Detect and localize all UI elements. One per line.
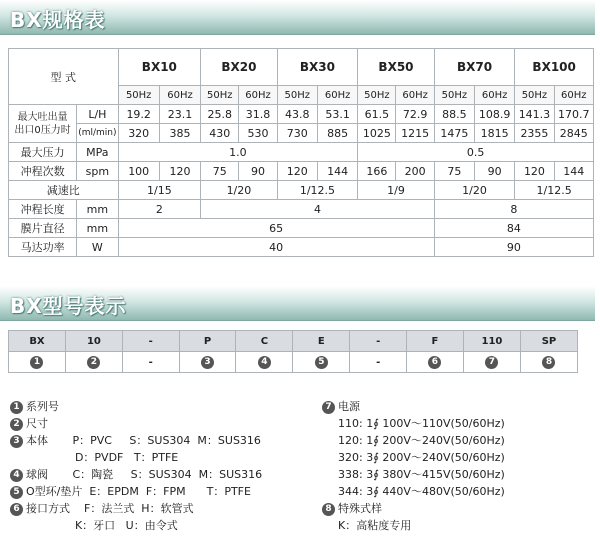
hz-label: 60Hz xyxy=(396,86,434,105)
flow-ml-cell: 730 xyxy=(277,124,317,143)
motor-label: 马达功率 xyxy=(9,238,77,257)
flow-lh-cell: 25.8 xyxy=(201,105,239,124)
code-marker xyxy=(463,352,520,373)
code-part: C xyxy=(236,331,293,352)
legend-item xyxy=(322,517,505,534)
hz-label: 50Hz xyxy=(118,86,159,105)
stroke-cell: 144 xyxy=(317,162,357,181)
code-part: - xyxy=(350,331,407,352)
spec-table xyxy=(8,48,594,257)
stroke-cell: 120 xyxy=(515,162,554,181)
legend-item xyxy=(10,432,262,449)
number-badge: 3 xyxy=(201,356,214,369)
diaphragm-label: 膜片直径 xyxy=(9,219,77,238)
flow-ml-cell: 1475 xyxy=(434,124,474,143)
hz-label: 60Hz xyxy=(317,86,357,105)
model-code-section-banner xyxy=(0,286,595,321)
code-marker-dash: - xyxy=(122,352,179,373)
legend-text: 110: 1∮ 100V～110V(50/60Hz) xyxy=(338,417,505,430)
diaphragm-unit: mm xyxy=(77,219,118,238)
flow-lh-cell: 61.5 xyxy=(358,105,396,124)
code-part: E xyxy=(293,331,350,352)
legend-item xyxy=(10,449,262,466)
legend-left xyxy=(10,398,262,534)
legend-text: O型环/垫片 E：EPDM F：FPM T：PTFE xyxy=(26,485,251,498)
pressure-label: 最大压力 xyxy=(9,143,77,162)
code-part: 10 xyxy=(65,331,122,352)
legend-item xyxy=(10,517,262,534)
flow-ml-cell: 530 xyxy=(239,124,277,143)
flow-label xyxy=(9,105,77,143)
code-marker xyxy=(236,352,293,373)
legend-item xyxy=(10,483,262,500)
code-part: - xyxy=(122,331,179,352)
stroke-cell: 100 xyxy=(118,162,159,181)
legend-text: 电源 xyxy=(338,400,360,413)
flow-unit-lh: L/H xyxy=(77,105,118,124)
length-cell: 8 xyxy=(434,200,593,219)
number-badge: 6 xyxy=(428,356,441,369)
flow-ml-cell: 1025 xyxy=(358,124,396,143)
diaphragm-cell: 65 xyxy=(118,219,434,238)
legend-text: 120: 1∮ 200V～240V(50/60Hz) xyxy=(338,434,505,447)
number-badge: 1 xyxy=(10,401,23,414)
legend-item xyxy=(322,449,505,466)
motor-unit: W xyxy=(77,238,118,257)
stroke-unit: spm xyxy=(77,162,118,181)
model-name: BX70 xyxy=(434,49,515,86)
spec-section-banner xyxy=(0,0,595,35)
stroke-cell: 75 xyxy=(434,162,474,181)
flow-ml-cell: 885 xyxy=(317,124,357,143)
model-name: BX30 xyxy=(277,49,358,86)
legend-item xyxy=(322,500,505,517)
code-marker xyxy=(520,352,577,373)
flow-ml-cell: 1215 xyxy=(396,124,434,143)
legend-item xyxy=(322,466,505,483)
model-name: BX50 xyxy=(358,49,434,86)
code-part: 110 xyxy=(463,331,520,352)
flow-unit-ml: (ml/min) xyxy=(77,124,118,143)
flow-lh-cell: 53.1 xyxy=(317,105,357,124)
legend-text: K：牙口 U：由令式 xyxy=(26,519,178,532)
reduction-label: 减速比 xyxy=(9,181,119,200)
flow-label-line1: 最大吐出量 xyxy=(17,111,68,123)
hz-label: 50Hz xyxy=(277,86,317,105)
code-part: SP xyxy=(520,331,577,352)
stroke-label: 冲程次数 xyxy=(9,162,77,181)
model-name: BX100 xyxy=(515,49,594,86)
number-badge: 2 xyxy=(10,418,23,431)
number-badge: 7 xyxy=(322,401,335,414)
length-cell: 2 xyxy=(118,200,201,219)
stroke-cell: 90 xyxy=(475,162,515,181)
flow-ml-cell: 430 xyxy=(201,124,239,143)
stroke-cell: 75 xyxy=(201,162,239,181)
code-marker xyxy=(9,352,66,373)
hz-label: 60Hz xyxy=(239,86,277,105)
motor-cell: 40 xyxy=(118,238,434,257)
flow-ml-cell: 320 xyxy=(118,124,159,143)
spec-section-title: BX规格表 xyxy=(10,8,106,32)
legend-item xyxy=(322,398,505,415)
code-part: F xyxy=(406,331,463,352)
hz-label: 60Hz xyxy=(475,86,515,105)
legend-right xyxy=(322,398,505,534)
hz-label: 50Hz xyxy=(201,86,239,105)
legend-item xyxy=(10,500,262,517)
pressure-unit: MPa xyxy=(77,143,118,162)
hz-label: 50Hz xyxy=(434,86,474,105)
model-name: BX20 xyxy=(201,49,277,86)
flow-label-line2: 出口0压力时 xyxy=(14,124,71,136)
flow-lh-cell: 23.1 xyxy=(159,105,200,124)
legend-text: 特殊式样 xyxy=(338,502,382,515)
legend-text: 尺寸 xyxy=(26,417,48,430)
legend-text: 344: 3∮ 440V～480V(50/60Hz) xyxy=(338,485,505,498)
hz-label: 50Hz xyxy=(358,86,396,105)
number-badge: 6 xyxy=(10,503,23,516)
flow-lh-cell: 43.8 xyxy=(277,105,317,124)
code-marker xyxy=(65,352,122,373)
stroke-cell: 144 xyxy=(554,162,593,181)
model-name: BX10 xyxy=(118,49,201,86)
legend-item xyxy=(10,398,262,415)
flow-ml-cell: 1815 xyxy=(475,124,515,143)
legend-item xyxy=(322,432,505,449)
legend-item xyxy=(322,415,505,432)
number-badge: 4 xyxy=(258,356,271,369)
flow-lh-cell: 141.3 xyxy=(515,105,554,124)
legend-text: 系列号 xyxy=(26,400,59,413)
stroke-cell: 120 xyxy=(159,162,200,181)
diaphragm-cell: 84 xyxy=(434,219,593,238)
number-badge: 5 xyxy=(10,486,23,499)
hz-label: 60Hz xyxy=(159,86,200,105)
number-badge: 3 xyxy=(10,435,23,448)
flow-ml-cell: 385 xyxy=(159,124,200,143)
stroke-cell: 90 xyxy=(239,162,277,181)
pressure-cell: 1.0 xyxy=(118,143,358,162)
model-code-section-title: BX型号表示 xyxy=(10,294,127,318)
number-badge: 2 xyxy=(87,356,100,369)
pressure-cell: 0.5 xyxy=(358,143,594,162)
stroke-cell: 166 xyxy=(358,162,396,181)
model-code-table xyxy=(8,330,578,373)
flow-lh-cell: 170.7 xyxy=(554,105,593,124)
length-cell: 4 xyxy=(201,200,435,219)
length-unit: mm xyxy=(77,200,118,219)
code-marker-dash: - xyxy=(350,352,407,373)
legend-item xyxy=(10,415,262,432)
legend-text: D：PVDF T：PTFE xyxy=(26,451,179,464)
number-badge: 8 xyxy=(542,356,555,369)
number-badge: 1 xyxy=(30,356,43,369)
stroke-cell: 200 xyxy=(396,162,434,181)
legend-item xyxy=(10,466,262,483)
reduction-cell: 1/9 xyxy=(358,181,434,200)
flow-ml-cell: 2845 xyxy=(554,124,593,143)
reduction-cell: 1/15 xyxy=(118,181,201,200)
legend-text: K：高粘度专用 xyxy=(338,519,412,532)
number-badge: 7 xyxy=(485,356,498,369)
number-badge: 4 xyxy=(10,469,23,482)
number-badge: 5 xyxy=(315,356,328,369)
legend-text: 338: 3∮ 380V～415V(50/60Hz) xyxy=(338,468,505,481)
hz-label: 50Hz xyxy=(515,86,554,105)
reduction-cell: 1/20 xyxy=(201,181,277,200)
code-part: BX xyxy=(9,331,66,352)
flow-lh-cell: 88.5 xyxy=(434,105,474,124)
flow-lh-cell: 19.2 xyxy=(118,105,159,124)
code-marker xyxy=(293,352,350,373)
flow-ml-cell: 2355 xyxy=(515,124,554,143)
reduction-cell: 1/20 xyxy=(434,181,515,200)
legend-text: 接口方式 F：法兰式 H：软管式 xyxy=(26,502,194,515)
flow-lh-cell: 31.8 xyxy=(239,105,277,124)
code-marker xyxy=(406,352,463,373)
code-marker xyxy=(179,352,236,373)
legend-text: 球阀 C：陶瓷 S：SUS304 M：SUS316 xyxy=(26,468,263,481)
motor-cell: 90 xyxy=(434,238,593,257)
model-header: 型 式 xyxy=(9,49,119,105)
hz-label: 60Hz xyxy=(554,86,593,105)
reduction-cell: 1/12.5 xyxy=(277,181,358,200)
legend-text: 320: 3∮ 200V～240V(50/60Hz) xyxy=(338,451,505,464)
code-part: P xyxy=(179,331,236,352)
length-label: 冲程长度 xyxy=(9,200,77,219)
stroke-cell: 120 xyxy=(277,162,317,181)
reduction-cell: 1/12.5 xyxy=(515,181,594,200)
number-badge: 8 xyxy=(322,503,335,516)
legend-item xyxy=(322,483,505,500)
flow-lh-cell: 108.9 xyxy=(475,105,515,124)
flow-lh-cell: 72.9 xyxy=(396,105,434,124)
legend-text: 本体 P：PVC S：SUS304 M：SUS316 xyxy=(26,434,261,447)
